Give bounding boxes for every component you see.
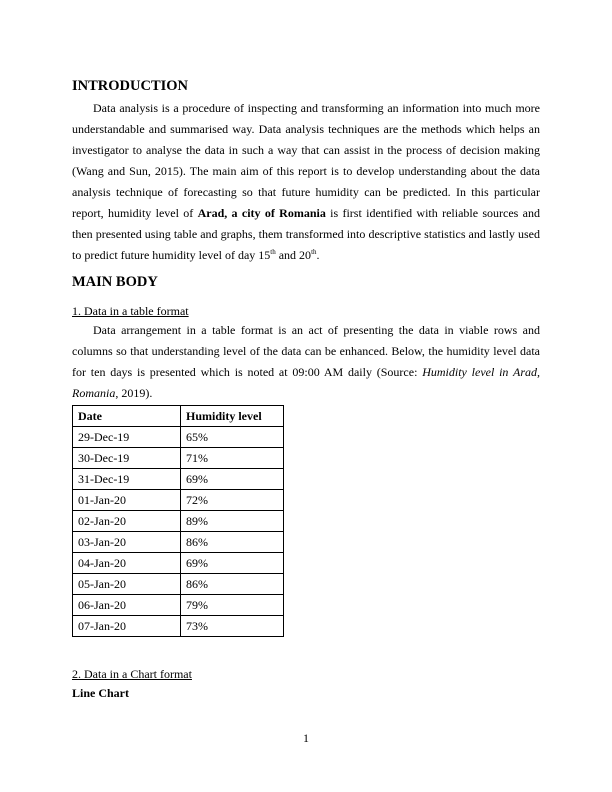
table-row [73, 616, 284, 637]
intro-text-part-3: and 20 [275, 248, 312, 262]
section-2-title: 2. Data in a Chart format [72, 667, 192, 681]
humidity-cell: 73% [181, 616, 284, 637]
humidity-cell: 86% [181, 574, 284, 595]
table-row [73, 427, 284, 448]
superscript-th-2: th [311, 248, 317, 256]
date-cell: 05-Jan-20 [73, 574, 181, 595]
table-row [73, 490, 284, 511]
intro-text-part-4: . [316, 248, 320, 262]
introduction-heading: INTRODUCTION [72, 78, 189, 94]
page-number: 1 [303, 731, 309, 745]
humidity-cell: 71% [181, 448, 284, 469]
humidity-cell: 89% [181, 511, 284, 532]
main-body-heading: MAIN BODY [72, 274, 158, 290]
table-intro-text-1: Data arrangement in a table format is an act of presenting the data in viable rows and columns so that understanding level of the data can be enhanced. Below, the humidity level data for ten days is presented which is noted at 09:00 AM daily (Source: [72, 323, 540, 379]
date-cell: 30-Dec-19 [73, 448, 181, 469]
table-intro-paragraph [72, 320, 540, 404]
header-date: Date [73, 406, 181, 427]
humidity-cell: 69% [181, 553, 284, 574]
humidity-cell: 72% [181, 490, 284, 511]
table-header-row [73, 406, 284, 427]
humidity-cell: 79% [181, 595, 284, 616]
date-cell: 01-Jan-20 [73, 490, 181, 511]
date-cell: 03-Jan-20 [73, 532, 181, 553]
table-row [73, 574, 284, 595]
table-row [73, 532, 284, 553]
date-cell: 31-Dec-19 [73, 469, 181, 490]
line-chart-label: Line Chart [72, 686, 129, 700]
intro-text-part-2: is first identified with reliable sources and then presented using table and graphs, them transformed into descriptive statistics and lastly used to predict future humidity level of day 15 [72, 206, 540, 262]
humidity-cell: 65% [181, 427, 284, 448]
table-row [73, 448, 284, 469]
date-cell: 29-Dec-19 [73, 427, 181, 448]
table-row [73, 595, 284, 616]
date-cell: 07-Jan-20 [73, 616, 181, 637]
humidity-table [72, 405, 284, 637]
section-1-title: 1. Data in a table format [72, 304, 189, 318]
table-row [73, 553, 284, 574]
table-row [73, 511, 284, 532]
intro-bold-text: Arad, a city of Romania [197, 206, 326, 220]
source-italic-text: Humidity level in Arad, Romania [72, 365, 540, 400]
humidity-cell: 69% [181, 469, 284, 490]
date-cell: 06-Jan-20 [73, 595, 181, 616]
superscript-th-1: th [270, 248, 276, 256]
date-cell: 02-Jan-20 [73, 511, 181, 532]
date-cell: 04-Jan-20 [73, 553, 181, 574]
table-intro-text-2: , 2019). [115, 386, 153, 400]
humidity-cell: 86% [181, 532, 284, 553]
introduction-paragraph [72, 98, 540, 266]
table-row [73, 469, 284, 490]
intro-text-part-1: Data analysis is a procedure of inspecting and transforming an information into much more understandable and summarised way. Data analysis techniques are the methods which helps an investigator to analyse the data in such a way that can assist in the process of decision making (Wang and Sun, 2015). The main aim of this report is to develop understanding about the data analysis technique of forecasting so that future humidity can be predicted. In this particular report, humidity level of [72, 101, 540, 220]
header-humidity: Humidity level [181, 406, 284, 427]
